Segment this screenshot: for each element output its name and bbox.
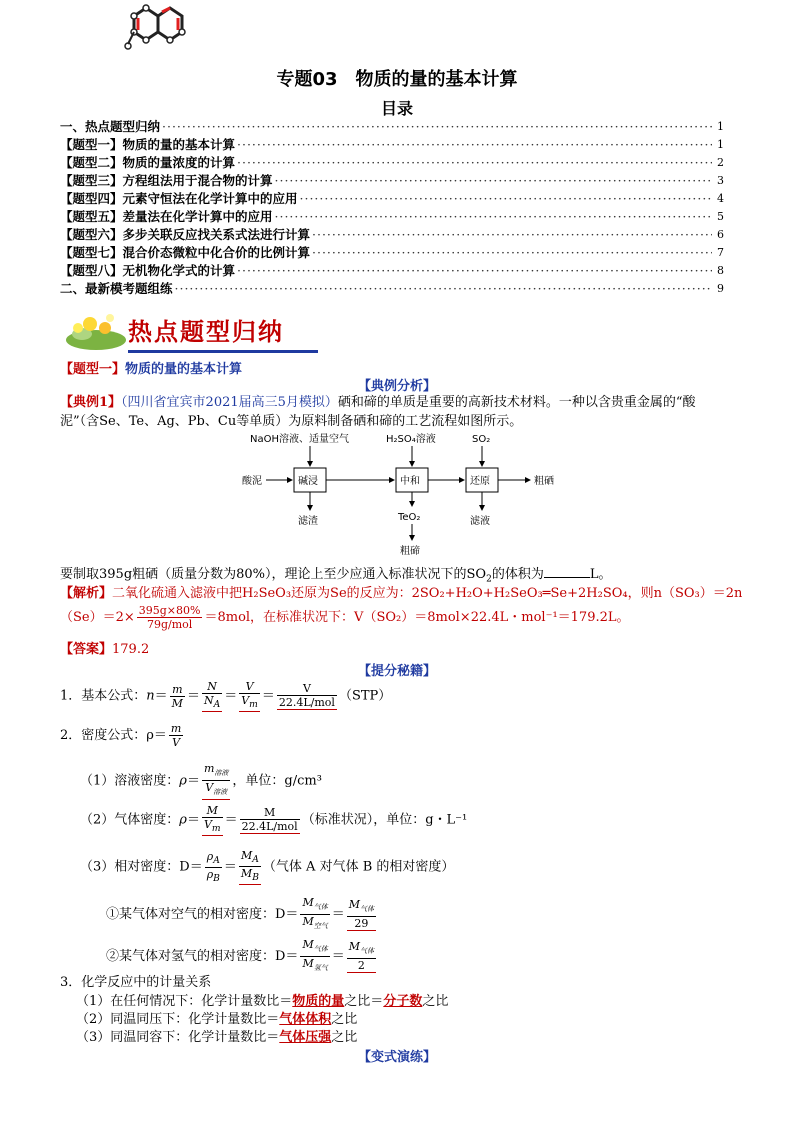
flow-box-label: 还原 <box>470 476 490 487</box>
flow-box-label: 碱浸 <box>298 476 318 487</box>
flow-output: 粗硒 <box>534 476 554 487</box>
process-flowchart <box>240 432 570 562</box>
example-header: 【典例分析】 <box>357 379 436 394</box>
table-of-contents <box>60 118 724 298</box>
formula-h2-density: ②某气体对氢气的相对密度：D＝ $\frac{M_{气体}}{M_{氢气}}$ ＝ $\frac{M_{气体}}{2}$ <box>106 938 374 973</box>
formula-density: 2．密度公式：ρ＝ $\frac{m}{V}$ <box>60 722 182 749</box>
formula-relative-density: （3）相对密度：D＝ $\frac{\rho_A}{\rho_B}$ ＝ $\frac{M_A}{M_B}$ （气体 A 对气体 B 的相对密度） <box>80 849 455 884</box>
toc-item[interactable]: 【题型一】物质的量的基本计算 ····· 1 <box>60 136 724 154</box>
answer-line: 【答案】179.2 <box>60 642 150 657</box>
toc-item[interactable]: 【题型七】混合价态微粒中化合价的比例计算 ····· 7 <box>60 244 724 262</box>
analysis-paragraph: 【解析】二氧化硫通入滤液中把H₂SeO₃还原为Se的反应为：2SO₂+H₂O+H₂SeO₃═Se+2H₂SO₄，则n（SO₃）＝2n <box>60 586 743 601</box>
flow-top-label: NaOH溶液、适量空气 <box>250 434 349 445</box>
toc-item[interactable]: 【题型六】多步关联反应找关系式法进行计算 ····· 6 <box>60 226 724 244</box>
toc-item[interactable]: 【题型二】物质的量浓度的计算 ····· 2 <box>60 154 724 172</box>
toc-item[interactable]: 二、最新模考题组练 ····· 9 <box>60 280 724 298</box>
toc-item[interactable]: 【题型四】元素守恒法在化学计算中的应用 ····· 4 <box>60 190 724 208</box>
tips-header: 【提分秘籍】 <box>357 664 436 679</box>
section-banner-title: 热点题型归纳 <box>128 317 284 346</box>
formula-solution-density: （1）溶液密度：ρ＝ $\frac{m_{溶液}}{V_{溶液}}$ ，单位：g/cm³ <box>80 762 322 800</box>
stoich-rule-3: （3）同温同容下：化学计量数比＝气体压强之比 <box>76 1030 358 1045</box>
question-line: 要制取395g粗硒（质量分数为80%），理论上至少应通入标准状况下的$SO_2$的体积为 L。 <box>60 567 612 585</box>
formula-basic: 1．基本公式：n＝ $\frac{m}{M}$ ＝ $\frac{N}{N_A}$ ＝ $\frac{V}{V_m}$ ＝ $\frac{V}{\text{22.4L/mol}}$ （STP） <box>60 680 392 711</box>
flow-bottom-label: 滤液 <box>470 516 490 527</box>
toc-item[interactable]: 【题型八】无机物化学式的计算 ····· 8 <box>60 262 724 280</box>
flow-bottom-label: TeO₂ <box>398 512 421 523</box>
toc-item[interactable]: 一、热点题型归纳 ····· 1 <box>60 118 724 136</box>
flow-top-label: H₂SO₄溶液 <box>386 434 436 445</box>
variant-header: 【变式演练】 <box>357 1050 436 1065</box>
page-title: 专题03 物质的量的基本计算 <box>276 69 518 90</box>
stoich-heading: 3．化学反应中的计量关系 <box>60 975 212 990</box>
flow-final: 粗碲 <box>400 546 420 557</box>
flow-bottom-label: 滤渣 <box>298 516 318 527</box>
naphthalene-logo-icon <box>122 0 196 54</box>
analysis-line2: （Se）＝2× $\frac{395g\times 80\%}{\text{79g/mol}}$ ＝8mol，在标准状况下：V（SO₂）＝8mol×22.4L・mol⁻¹＝179.2L。 <box>60 604 630 631</box>
toc-item[interactable]: 【题型三】方程组法用于混合物的计算 ····· 3 <box>60 172 724 190</box>
formula-air-density: ①某气体对空气的相对密度：D＝ $\frac{M_{气体}}{M_{空气}}$ ＝ $\frac{M_{气体}}{29}$ <box>106 896 374 931</box>
stoich-rule-1: （1）在任何情况下：化学计量数比＝物质的量之比＝分子数之比 <box>76 994 449 1009</box>
flow-box-label: 中和 <box>400 476 420 487</box>
banner-underline <box>128 350 318 353</box>
formula-gas-density: （2）气体密度：ρ＝ $\frac{M}{V_m}$ ＝ $\frac{M}{\text{22.4L/mol}}$ （标准状况），单位：g・L⁻¹ <box>80 804 468 835</box>
toc-item[interactable]: 【题型五】差量法在化学计算中的应用 ····· 5 <box>60 208 724 226</box>
stoich-rule-2: （2）同温同压下：化学计量数比＝气体体积之比 <box>76 1012 358 1027</box>
toc-title: 目录 <box>380 99 413 118</box>
section-heading: 【题型一】物质的量的基本计算 <box>60 362 243 377</box>
flow-top-label: SO₂ <box>472 434 491 445</box>
example-paragraph: 【典例1】（四川省宜宾市2021届高三5月模拟）硒和碲的单质是重要的高新技术材料。一种以含贵重金属的“酸 泥”（含Se、Te、Ag、Pb、Cu等单质）为原料制备硒和碲的工艺流程如图所示。 <box>60 395 696 429</box>
flow-input: 酸泥 <box>242 476 262 487</box>
